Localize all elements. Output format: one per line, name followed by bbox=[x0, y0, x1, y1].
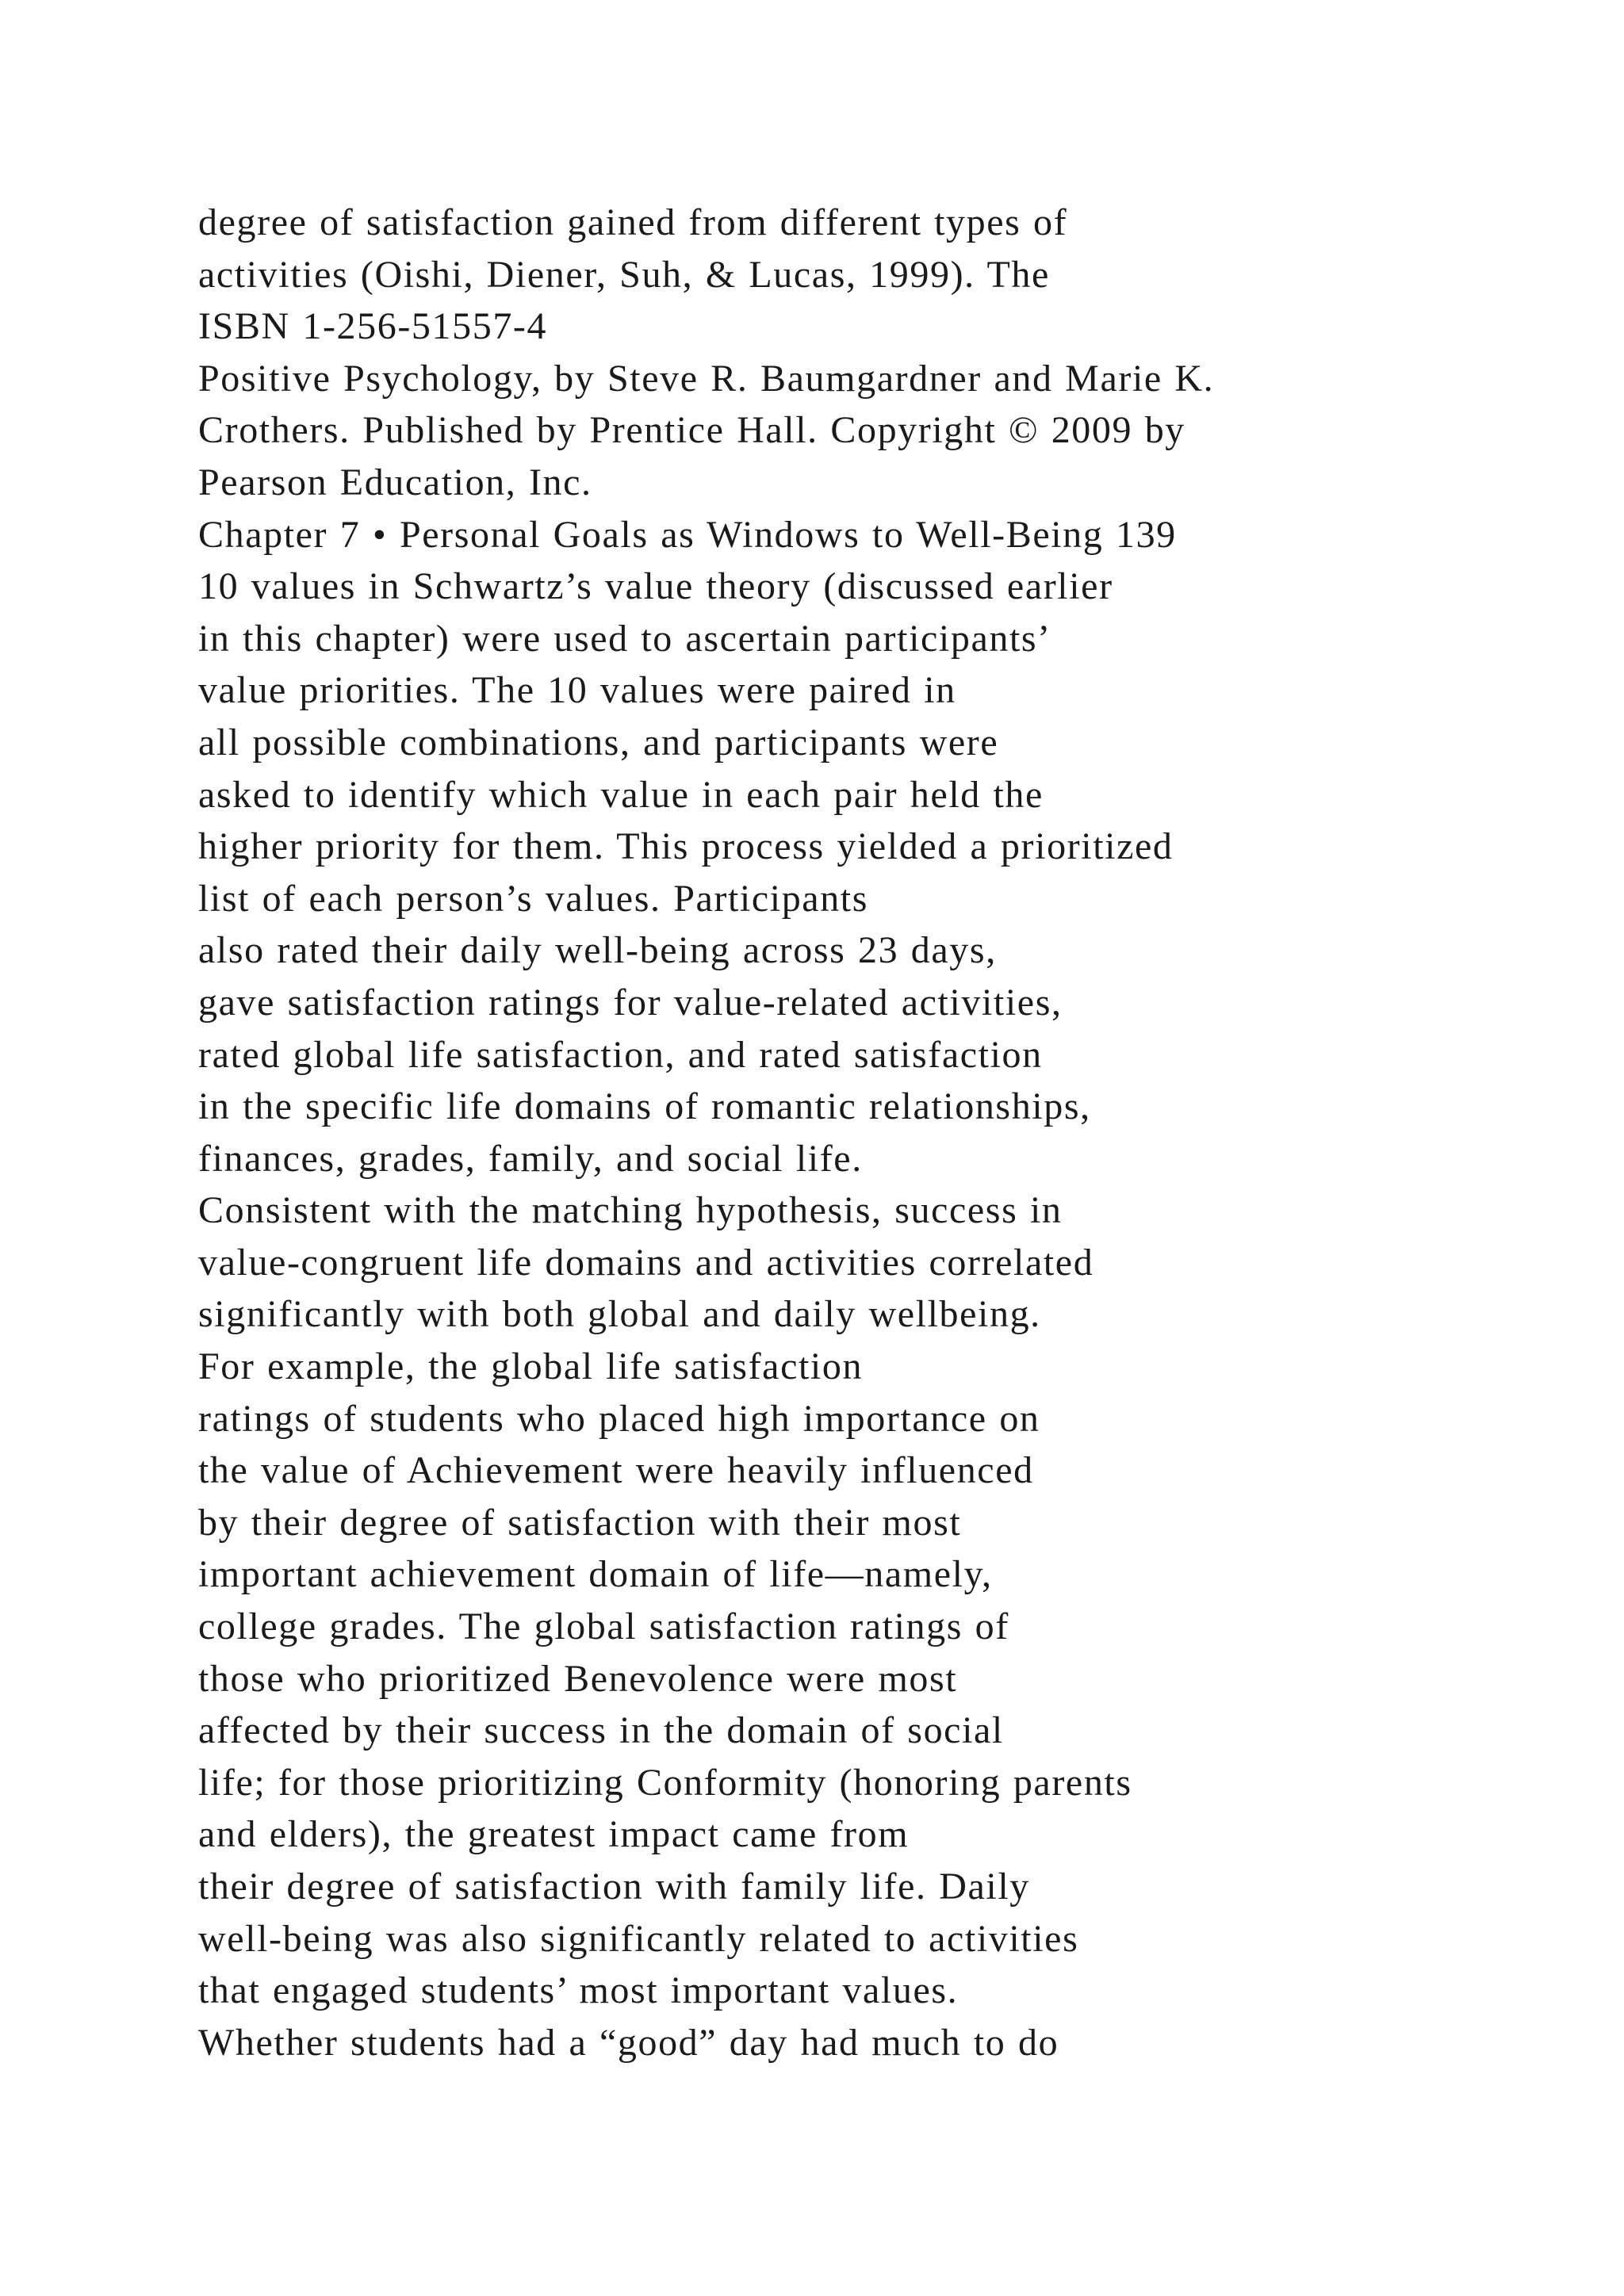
text-line: and elders), the greatest impact came from bbox=[198, 1813, 910, 1856]
text-line: that engaged students’ most important values. bbox=[198, 1969, 959, 2012]
text-line: significantly with both global and daily wellbeing. bbox=[198, 1293, 1041, 1336]
text-line: also rated their daily well-being across 23 days, bbox=[198, 929, 997, 972]
text-line: all possible combinations, and participants were bbox=[198, 721, 999, 763]
text-line: rated global life satisfaction, and rated satisfaction bbox=[198, 1033, 1043, 1076]
text-line: affected by their success in the domain of social bbox=[198, 1709, 1004, 1752]
text-line: For example, the global life satisfaction bbox=[198, 1345, 864, 1388]
text-line: asked to identify which value in each pair held the bbox=[198, 773, 1044, 816]
text-line: college grades. The global satisfaction ratings of bbox=[198, 1605, 1009, 1648]
isbn-line: ISBN 1-256-51557-4 bbox=[198, 305, 548, 348]
text-line: important achievement domain of life—namely, bbox=[198, 1553, 993, 1596]
text-line: finances, grades, family, and social life. bbox=[198, 1137, 863, 1180]
text-line: Whether students had a “good” day had much to do bbox=[198, 2021, 1059, 2064]
copyright-line: Pearson Education, Inc. bbox=[198, 461, 592, 503]
text-line: 10 values in Schwartz’s value theory (discussed earlier bbox=[198, 565, 1113, 608]
text-line: the value of Achievement were heavily influenced bbox=[198, 1449, 1034, 1492]
text-line: higher priority for them. This process yielded a prioritized bbox=[198, 825, 1174, 868]
text-line: activities (Oishi, Diener, Suh, & Lucas, 1999). The bbox=[198, 253, 1050, 296]
text-line: degree of satisfaction gained from different types of bbox=[198, 201, 1068, 243]
text-line: well-being was also significantly related to activities bbox=[198, 1917, 1079, 1960]
text-line: by their degree of satisfaction with their most bbox=[198, 1501, 962, 1544]
text-line: life; for those prioritizing Conformity (honoring parents bbox=[198, 1761, 1132, 1804]
text-line: Consistent with the matching hypothesis, success in bbox=[198, 1189, 1063, 1232]
text-line: their degree of satisfaction with family life. Daily bbox=[198, 1866, 1030, 1908]
body-text bbox=[198, 197, 1594, 2068]
text-line: in this chapter) were used to ascertain participants’ bbox=[198, 617, 1051, 660]
text-line: those who prioritized Benevolence were most bbox=[198, 1657, 958, 1700]
copyright-line: Positive Psychology, by Steve R. Baumgardner and Marie K. bbox=[198, 357, 1215, 400]
copyright-line: Crothers. Published by Prentice Hall. Copyright © 2009 by bbox=[198, 409, 1185, 452]
text-line: value priorities. The 10 values were paired in bbox=[198, 669, 956, 712]
text-line: value-congruent life domains and activities correlated bbox=[198, 1241, 1094, 1284]
text-line: ratings of students who placed high importance on bbox=[198, 1397, 1040, 1440]
text-line: list of each person’s values. Participants bbox=[198, 877, 869, 920]
text-line: in the specific life domains of romantic relationships, bbox=[198, 1085, 1091, 1128]
text-line: gave satisfaction ratings for value-related activities, bbox=[198, 981, 1063, 1024]
running-header: Chapter 7 • Personal Goals as Windows to Well-Being 139 bbox=[198, 513, 1177, 556]
